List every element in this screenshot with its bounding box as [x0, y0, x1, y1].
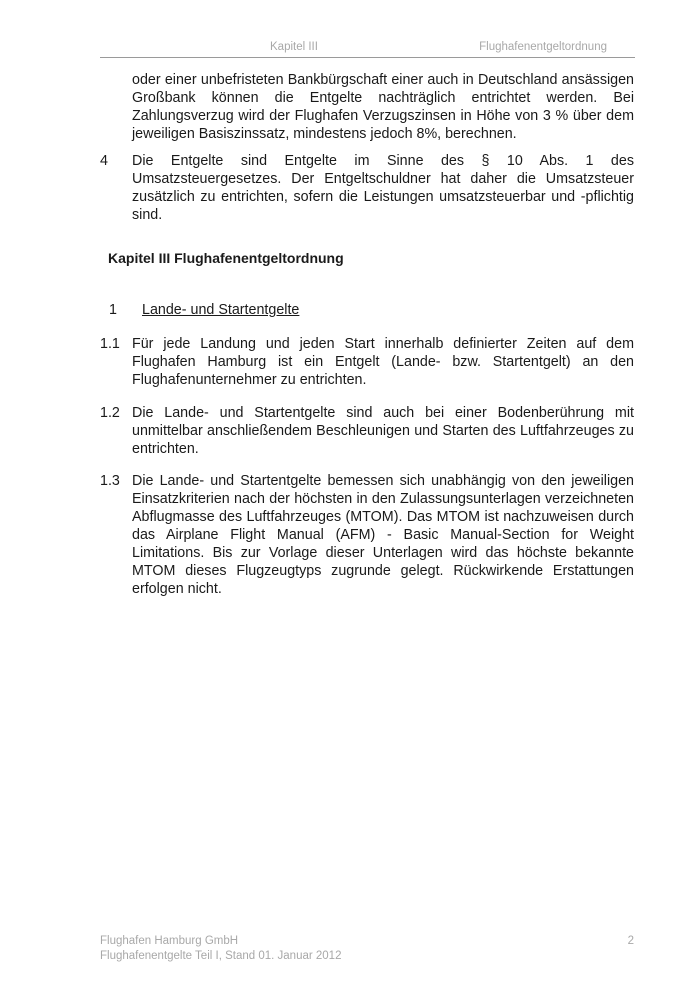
- item-1-3-text: Die Lande- und Startentgelte bemessen sich unabhängig von den jeweiligen Einsatzkriterien nach der höchsten in den Zulassungsunterlagen verzeichneten Abflugmasse des Luftfahrzeuges (MTOM). Das MTOM ist nachzuweisen durch das Airplane Flight Manual (AFM) - Basic Manual-Section for Weight Limitations. Bis zur Vorlage dieser Unterlagen wird das höchste bekannte MTOM dieses Flugzeugtyps zugrunde gelegt. Rückwirkende Erstattungen erfolgen nicht.: [132, 473, 634, 597]
- footer-document: Flughafenentgelte Teil I, Stand 01. Januar 2012: [100, 950, 342, 962]
- chapter-heading: Kapitel III Flughafenentgeltordnung: [108, 250, 344, 266]
- item-4-number: 4: [100, 153, 108, 169]
- item-1-2-text: Die Lande- und Startentgelte sind auch bei einer Bodenberührung mit unmittelbar anschließendem Beschleunigen und Starten des Luftfahrzeuges zu entrichten.: [132, 405, 634, 457]
- section-1-number: 1: [109, 302, 117, 318]
- item-1-1-number: 1.1: [100, 336, 120, 352]
- page-number: 2: [627, 935, 634, 947]
- footer-company: Flughafen Hamburg GmbH: [100, 935, 239, 947]
- item-4-text: Die Entgelte sind Entgelte im Sinne des § 10 Abs. 1 des Umsatzsteuergesetzes. Der Entgeltschuldner hat daher die Umsatzsteuer zusätzlich zu entrichten, sofern die Leistungen umsatzsteuerbar und -pflichtig sind.: [132, 153, 634, 223]
- section-1-title: Lande- und Startentgelte: [142, 302, 300, 318]
- header-title: Flughafenentgeltordnung: [479, 41, 607, 53]
- header-chapter: Kapitel III: [270, 41, 318, 53]
- item-1-1-text: Für jede Landung und jeden Start innerhalb definierter Zeiten auf dem Flughafen Hamburg ist ein Entgelt (Lande- bzw. Startentgelt) an den Flughafenunternehmer zu entrichten.: [132, 336, 634, 388]
- item-1-3-number: 1.3: [100, 473, 120, 489]
- page-footer: [100, 934, 341, 964]
- page-header: [100, 40, 635, 58]
- item-1-2-number: 1.2: [100, 405, 120, 421]
- continuation-paragraph: oder einer unbefristeten Bankbürgschaft einer auch in Deutschland ansässigen Großbank können die Entgelte nachträglich entrichtet werden. Bei Zahlungsverzug wird der Flughafen Verzugszinsen in Höhe von 3 % über dem jeweiligen Basiszinssatz, mindestens jedoch 8%, berechnen.: [132, 72, 634, 142]
